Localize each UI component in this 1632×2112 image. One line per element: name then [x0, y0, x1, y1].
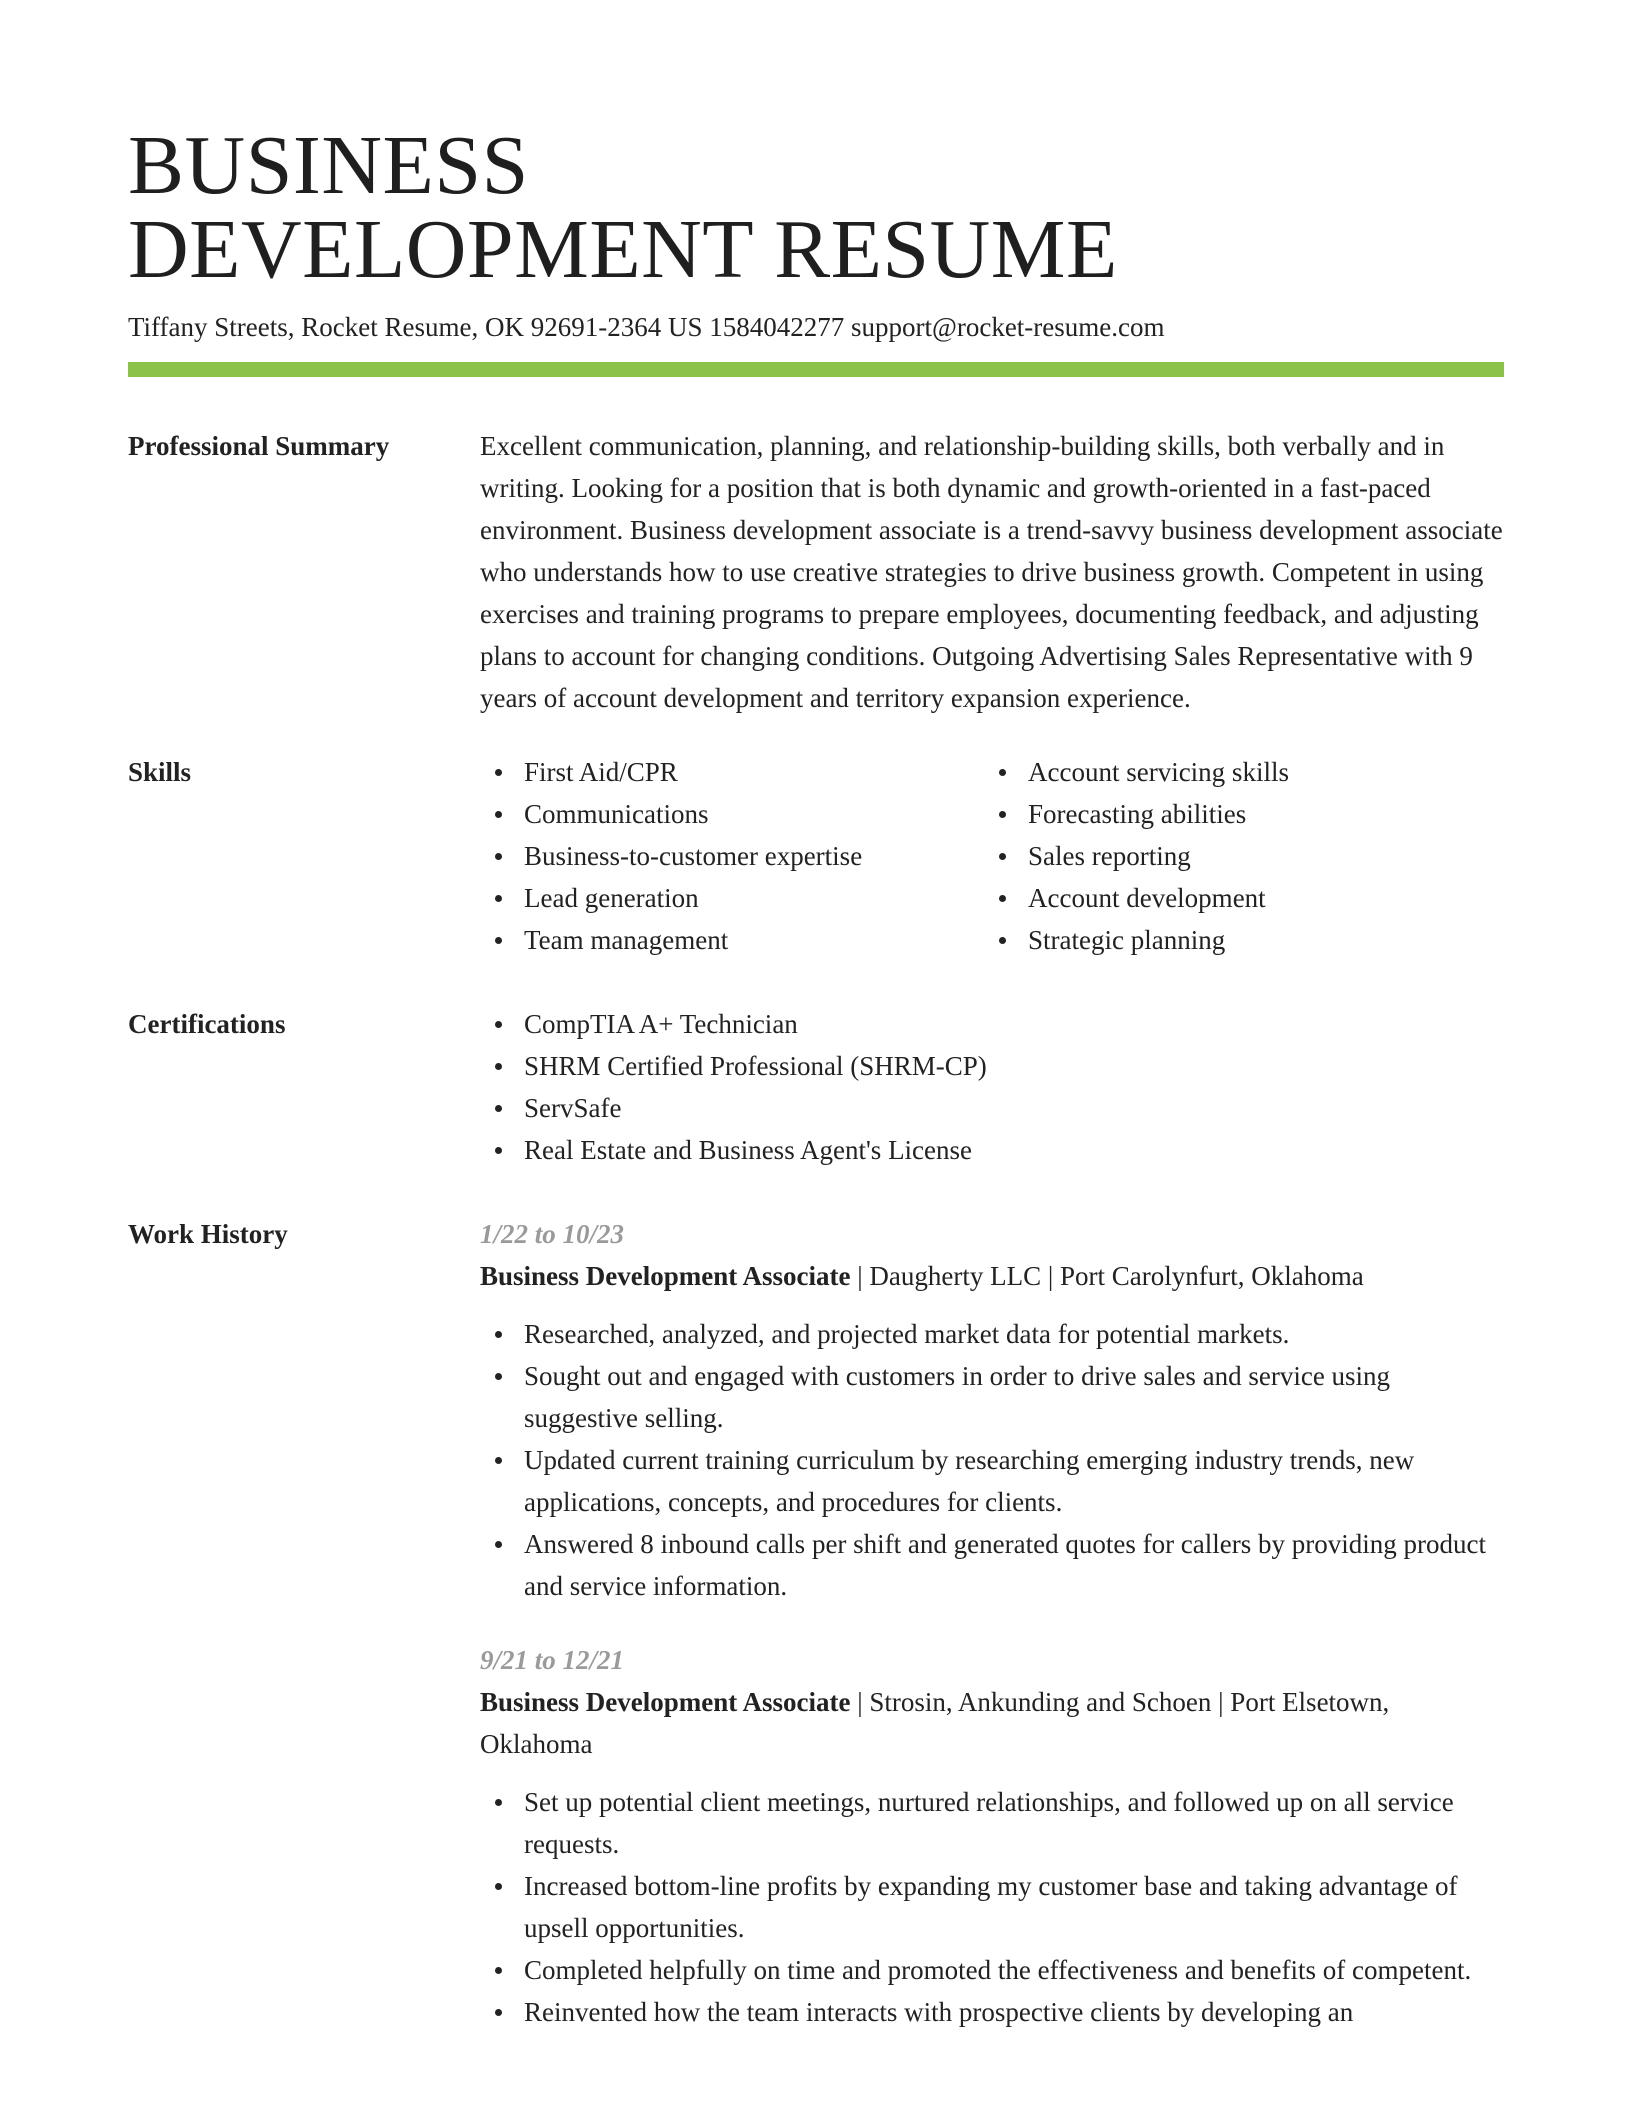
- job-bullets: [480, 1313, 1504, 1607]
- list-item: Communications: [480, 793, 984, 835]
- list-item: CompTIA A+ Technician: [480, 1003, 1504, 1045]
- job-entry: [480, 1639, 1504, 2033]
- job-details: | Daugherty LLC | Port Carolynfurt, Oklahoma: [850, 1261, 1364, 1291]
- list-item: Sought out and engaged with customers in order to drive sales and service using suggestive selling.: [480, 1355, 1504, 1439]
- list-item: Business-to-customer expertise: [480, 835, 984, 877]
- job-details: | Strosin, Ankunding and Schoen | Port Elsetown, Oklahoma: [480, 1687, 1390, 1759]
- job-bullets: [480, 1781, 1504, 2033]
- list-item: Updated current training curriculum by researching emerging industry trends, new applications, concepts, and procedures for clients.: [480, 1439, 1504, 1523]
- summary-text: Excellent communication, planning, and relationship-building skills, both verbally and in writing. Looking for a position that is both dynamic and growth-oriented in a fast-paced environment. Business development associate is a trend-savvy business development associate who understands how to use creative strategies to drive business growth. Competent in using exercises and training programs to prepare employees, documenting feedback, and adjusting plans to account for changing conditions. Outgoing Advertising Sales Representative with 9 years of account development and territory expansion experience.: [480, 431, 1503, 713]
- certifications-section: [128, 1003, 1504, 1171]
- work-history-body: [480, 1213, 1504, 2033]
- list-item: Lead generation: [480, 877, 984, 919]
- skills-list-left: [480, 751, 984, 961]
- skills-grid: [480, 751, 1504, 961]
- section-label-summary: Professional Summary: [128, 431, 390, 461]
- list-item: Researched, analyzed, and projected market data for potential markets.: [480, 1313, 1504, 1355]
- professional-summary-section: [128, 425, 1504, 719]
- list-item: SHRM Certified Professional (SHRM-CP): [480, 1045, 1504, 1087]
- job-dates: 9/21 to 12/21: [480, 1645, 625, 1675]
- title-line-1: BUSINESS: [128, 119, 529, 212]
- list-item: Sales reporting: [984, 835, 1488, 877]
- page-title: [128, 0, 1504, 296]
- list-item: Team management: [480, 919, 984, 961]
- section-label-certifications: Certifications: [128, 1009, 286, 1039]
- list-item: Real Estate and Business Agent's License: [480, 1129, 1504, 1171]
- list-item: Answered 8 inbound calls per shift and generated quotes for callers by providing product and service information.: [480, 1523, 1504, 1607]
- certifications-list: [480, 1003, 1504, 1171]
- contact-line: Tiffany Streets, Rocket Resume, OK 92691-2364 US 1584042277 support@rocket-resume.com: [128, 312, 1165, 342]
- skills-list-right: [984, 751, 1488, 961]
- resume-page: [128, 0, 1504, 2033]
- list-item: ServSafe: [480, 1087, 1504, 1129]
- skills-section: [128, 751, 1504, 961]
- list-item: Account development: [984, 877, 1488, 919]
- list-item: Reinvented how the team interacts with prospective clients by developing an: [480, 1991, 1504, 2033]
- job-heading: [480, 1255, 1504, 1297]
- job-title: Business Development Associate: [480, 1261, 851, 1291]
- list-item: Account servicing skills: [984, 751, 1488, 793]
- job-title: Business Development Associate: [480, 1687, 851, 1717]
- job-heading: [480, 1681, 1504, 1765]
- job-entry: [480, 1213, 1504, 1607]
- work-history-section: [128, 1213, 1504, 2033]
- job-dates: 1/22 to 10/23: [480, 1219, 625, 1249]
- list-item: Set up potential client meetings, nurtured relationships, and followed up on all service requests.: [480, 1781, 1504, 1865]
- certifications-body: [480, 1003, 1504, 1171]
- title-line-2: DEVELOPMENT RESUME: [128, 203, 1118, 296]
- section-label-skills: Skills: [128, 757, 192, 787]
- list-item: Strategic planning: [984, 919, 1488, 961]
- section-label-work: Work History: [128, 1219, 288, 1249]
- list-item: Completed helpfully on time and promoted the effectiveness and benefits of competent.: [480, 1949, 1504, 1991]
- accent-divider: [128, 362, 1504, 377]
- list-item: First Aid/CPR: [480, 751, 984, 793]
- list-item: Forecasting abilities: [984, 793, 1488, 835]
- list-item: Increased bottom-line profits by expanding my customer base and taking advantage of upsell opportunities.: [480, 1865, 1504, 1949]
